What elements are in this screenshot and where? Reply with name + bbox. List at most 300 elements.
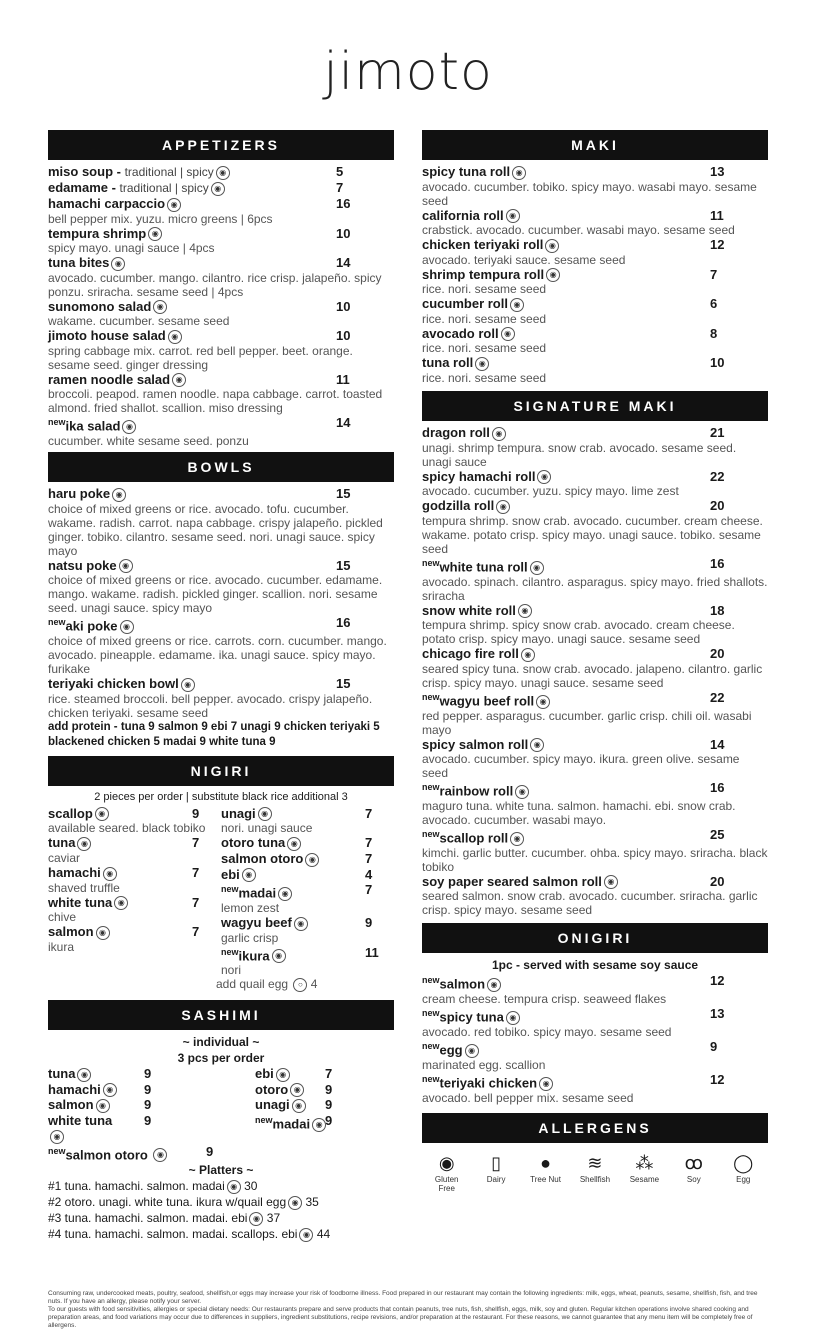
gluten-free-icon: ◉	[604, 875, 618, 889]
menu-item	[48, 806, 221, 836]
item-name: otoro	[255, 1081, 289, 1097]
item-price: 9	[325, 1097, 333, 1113]
new-tag: new	[422, 1041, 440, 1052]
item-name: salmon otoro	[65, 1146, 148, 1162]
item-line	[48, 615, 394, 634]
item-line	[221, 851, 394, 867]
item-description: choice of mixed greens or rice. avocado. cucumber. edamame. mango. wakame. radish. pickled ginger. scallion. nori. sesame seed. unagi sauce. spicy mayo	[48, 573, 383, 616]
item-line	[422, 874, 768, 890]
gluten-free-icon: ◉	[153, 1148, 167, 1162]
item-line	[48, 328, 394, 344]
menu-item	[221, 867, 394, 883]
gluten-free-icon: ◉	[530, 738, 544, 752]
item-name: unagi	[255, 1097, 290, 1113]
gluten-free-icon: ◉	[276, 1068, 290, 1082]
item-price: 9	[144, 1081, 152, 1097]
item-name: godzilla roll	[422, 498, 495, 514]
item-line	[48, 164, 394, 180]
soy-icon: ꝏ	[684, 1153, 703, 1173]
menu-item	[48, 1082, 187, 1098]
item-name: white tuna	[48, 894, 113, 910]
gluten-free-icon: ◉	[227, 1180, 241, 1194]
nigiri-left-list	[48, 806, 221, 978]
menu-item	[422, 498, 768, 556]
item-line	[422, 973, 768, 992]
gluten-free-icon: ◉	[216, 166, 230, 180]
item-line	[48, 299, 394, 315]
item-line	[422, 498, 768, 514]
item-price: 12	[710, 1072, 725, 1088]
item-price: 25	[710, 826, 725, 842]
signature-maki-header: SIGNATURE MAKI	[422, 391, 768, 421]
item-price: 14	[710, 736, 725, 752]
gluten-free-icon: ◉	[242, 868, 256, 882]
item-name: jimoto house salad	[48, 328, 166, 344]
item-description: broccoli. peapod. ramen noodle. napa cabbage. carrot. toasted almond. fried shallot. scallion. miso dressing	[48, 387, 383, 416]
item-name: spicy salmon roll	[422, 736, 529, 752]
item-line	[422, 690, 768, 709]
item-price: 9	[325, 1081, 333, 1097]
new-tag: new	[422, 1074, 440, 1085]
item-description: spicy mayo. unagi sauce | 4pcs	[48, 241, 215, 256]
gluten-free-icon: ◉	[521, 648, 535, 662]
allergen-item	[526, 1151, 566, 1193]
item-line	[48, 196, 394, 212]
gluten-free-icon: ◉	[95, 807, 109, 821]
item-price: 7	[192, 924, 200, 940]
menu-item	[221, 806, 394, 836]
item-price: 12	[710, 973, 725, 989]
menu-item	[422, 874, 768, 918]
item-price: 7	[325, 1066, 333, 1082]
footer-disclaimer	[48, 1290, 768, 1330]
item-price: 7	[192, 864, 200, 880]
item-price: 16	[710, 555, 725, 571]
item-description: cream cheese. tempura crisp. seaweed flakes	[422, 992, 667, 1007]
item-line	[221, 915, 394, 931]
gluten-free-icon: ◉	[288, 1196, 302, 1210]
item-description: avocado. cucumber. spicy mayo. ikura. green olive. sesame seed	[422, 752, 740, 781]
quail-egg-row	[48, 977, 394, 992]
item-price: 10	[710, 355, 725, 371]
nigiri-note: 2 pieces per order | substitute black rice additional 3	[94, 790, 348, 803]
item-line	[422, 603, 768, 619]
maki-header: MAKI	[422, 130, 768, 160]
item-name: hamachi carpaccio	[48, 196, 166, 211]
item-description: nori. unagi sauce	[221, 821, 313, 836]
allergen-label: Egg	[736, 1175, 751, 1184]
item-name: spicy tuna roll	[422, 164, 511, 179]
bowls-list	[48, 486, 394, 720]
item-price: 10	[336, 225, 351, 241]
item-description: rice. nori. sesame seed	[422, 370, 547, 385]
gluten-free-icon: ◉	[305, 853, 319, 867]
item-price: 5	[336, 164, 344, 179]
item-price: 16	[336, 615, 351, 631]
menu-item	[255, 1082, 394, 1098]
item-name: spicy hamachi roll	[422, 468, 536, 484]
item-price: 21	[710, 424, 725, 440]
sashimi-left-list	[48, 1066, 187, 1143]
item-description: avocado. spinach. cilantro. asparagus. spicy mayo. fried shallots. sriracha	[422, 574, 768, 603]
item-description: rice. steamed broccoli. bell pepper. avocado. crispy jalapeño. chicken teriyaki. sesame seed	[48, 691, 373, 720]
item-price: 4	[365, 866, 373, 882]
shellfish-icon: ≋	[587, 1153, 603, 1173]
item-price: 9	[365, 914, 373, 930]
item-line	[422, 737, 768, 753]
menu-item	[48, 299, 394, 329]
gluten-free-icon: ◉	[515, 785, 529, 799]
sesame-icon: ⁂	[635, 1153, 654, 1173]
gluten-free-icon: ◉	[539, 1077, 553, 1091]
item-description: shaved truffle	[48, 880, 120, 895]
item-description: avocado. bell pepper mix. sesame seed	[422, 1091, 634, 1105]
gluten-free-icon: ◉	[465, 1044, 479, 1058]
gluten-free-icon: ◉	[501, 327, 515, 341]
sashimi-salmon-otoro	[48, 1144, 394, 1163]
onigiri-header: ONIGIRI	[422, 923, 768, 953]
item-description: crabstick. avocado. cucumber. wasabi mayo. sesame seed	[422, 223, 735, 238]
item-name: ebi	[255, 1066, 274, 1082]
item-name: otoro tuna	[221, 835, 286, 851]
item-price: 9	[144, 1066, 152, 1082]
sashimi-right-list	[187, 1066, 394, 1143]
item-name: tuna bites	[48, 255, 110, 271]
appetizers-list	[48, 164, 394, 448]
item-line	[422, 1006, 768, 1025]
platter-text: #2 otoro. unagi. white tuna. ikura w/quail egg	[48, 1195, 287, 1210]
item-price: 12	[710, 237, 725, 253]
item-price: 9	[144, 1112, 152, 1128]
item-name: hamachi	[48, 864, 101, 880]
item-line	[422, 425, 768, 441]
gluten-free-icon: ◉	[119, 559, 133, 573]
item-price: 11	[710, 207, 724, 223]
menu-item	[48, 615, 394, 676]
item-name: hamachi	[48, 1081, 101, 1097]
gluten-free-icon: ◉	[167, 198, 181, 212]
platters-title: ~ Platters ~	[188, 1163, 254, 1178]
gluten-free-icon: ◉	[96, 1099, 110, 1113]
allergen-item	[476, 1151, 516, 1193]
menu-item	[422, 646, 768, 690]
menu-item	[48, 372, 394, 416]
footer-line-2: To our guests with food sensitivities, allergies or special dietary needs: Our restaurants prepare and serve products that contain peanuts, tree nuts, fish, shellfish, eggs, milk, soy and gluten. Regular kitchen operations involve shared cooking and preparation areas, and food variations may occur due to differences in suppliers, ingredient substitutions, recipe revisions, and/or preparation at the restaurant. For these reasons, we cannot guarantee that any menu item will be completely free of allergens.	[48, 1306, 753, 1329]
item-name: teriyaki chicken bowl	[48, 676, 179, 692]
item-name: ika salad	[65, 418, 121, 434]
item-price: 14	[336, 255, 351, 271]
new-tag: new	[48, 417, 66, 428]
menu-item	[422, 425, 768, 469]
item-description: lemon zest	[221, 900, 280, 915]
item-price: 22	[710, 689, 725, 705]
new-tag: new	[422, 691, 440, 702]
platter-row	[48, 1194, 394, 1210]
allergen-item	[723, 1151, 763, 1193]
gluten-free-icon: ◉	[492, 427, 506, 441]
onigiri-list	[422, 973, 768, 1105]
gluten-free-icon: ◉	[111, 257, 125, 271]
allergen-item	[624, 1151, 664, 1193]
item-line	[48, 806, 221, 822]
menu-item	[48, 255, 394, 299]
item-description: available seared. black tobiko	[48, 821, 206, 836]
menu-item	[422, 1072, 768, 1105]
item-line	[48, 835, 221, 851]
menu-item	[48, 835, 221, 865]
menu-item	[422, 469, 768, 499]
item-line	[422, 1072, 768, 1091]
item-name: tuna	[48, 1066, 76, 1082]
right-column	[422, 130, 768, 1193]
menu-item	[48, 1066, 187, 1082]
new-tag: new	[422, 1008, 440, 1019]
menu-item	[422, 780, 768, 827]
nigiri-right-list	[221, 806, 394, 978]
item-price: 7	[365, 882, 373, 898]
item-name: edamame -	[48, 180, 116, 195]
menu-item	[48, 415, 394, 448]
item-price: 7	[365, 835, 373, 851]
item-line	[422, 355, 768, 371]
item-description: avocado. cucumber. mango. cilantro. rice crisp. jalapeño. spicy ponzu. sriracha. sesame seed | 4pcs	[48, 270, 382, 299]
item-name: unagi	[221, 805, 256, 821]
item-name: miso soup -	[48, 164, 121, 179]
gluten-free-icon: ◉	[272, 949, 286, 963]
allergen-label: Sesame	[629, 1175, 660, 1184]
item-price: 9	[710, 1039, 718, 1055]
item-price: 10	[336, 328, 351, 344]
menu-item	[422, 737, 768, 781]
gluten-free-icon: ◉	[290, 1083, 304, 1097]
allergen-label: Soy	[686, 1175, 701, 1184]
item-description: marinated egg. scallion	[422, 1058, 546, 1073]
item-price: 16	[336, 196, 351, 211]
menu-item	[48, 558, 394, 616]
allergen-item	[427, 1151, 467, 1193]
item-price: 7	[365, 850, 373, 866]
gluten-free-icon: ◉	[530, 561, 544, 575]
item-name: white tuna	[48, 1112, 113, 1128]
item-description: choice of mixed greens or rice. carrots. corn. cucumber. mango. avocado. pineapple. edamame. ika. unagi sauce. spicy mayo. furikake	[48, 634, 387, 677]
item-line	[48, 1097, 187, 1113]
menu-item	[48, 486, 394, 558]
quail-egg-label: add quail egg	[216, 977, 289, 992]
gluten-free-icon: ◉	[249, 1212, 263, 1226]
item-description: wakame. cucumber. sesame seed	[48, 314, 230, 329]
gluten-free-icon: ◉	[96, 926, 110, 940]
item-line	[422, 827, 768, 846]
allergen-label: Dairy	[486, 1175, 506, 1184]
item-line	[48, 1082, 187, 1098]
item-line	[422, 1039, 768, 1058]
new-tag: new	[255, 1114, 273, 1125]
item-name: chicken teriyaki roll	[422, 237, 544, 253]
item-price: 9	[206, 1143, 214, 1159]
item-price: 13	[710, 164, 725, 179]
menu-item	[48, 865, 221, 895]
item-line	[221, 945, 394, 964]
item-line	[48, 865, 221, 881]
menu-item	[48, 164, 394, 180]
item-description: maguro tuna. white tuna. salmon. hamachi. ebi. snow crab. avocado. cucumber. wasabi mayo.	[422, 798, 736, 827]
item-line	[422, 296, 768, 312]
item-name: tempura shrimp	[48, 225, 147, 241]
new-tag: new	[221, 884, 239, 895]
item-description: avocado. red tobiko. spicy mayo. sesame seed	[422, 1025, 672, 1040]
item-line	[48, 676, 394, 692]
menu-item	[48, 226, 394, 256]
item-line	[422, 267, 768, 283]
item-line	[255, 1082, 394, 1098]
item-description: caviar	[48, 850, 81, 865]
gluten-free-icon: ◉	[496, 500, 510, 514]
menu-item	[422, 208, 768, 238]
platter-row	[48, 1226, 394, 1242]
platter-price: 37	[266, 1211, 281, 1226]
gluten-free-icon: ◉	[294, 917, 308, 931]
item-name: salmon otoro	[221, 850, 304, 866]
gluten-free-icon: ◉	[475, 357, 489, 371]
item-price: 11	[365, 944, 379, 960]
item-name: white tuna roll	[439, 558, 528, 574]
menu-item	[422, 690, 768, 737]
gluten-free-icon: ◉	[50, 1130, 64, 1144]
menu-item	[422, 827, 768, 874]
item-description: cucumber. white sesame seed. ponzu	[48, 434, 249, 449]
sashimi-grid	[48, 1066, 394, 1143]
item-line	[48, 226, 394, 242]
allergen-label: Tree Nut	[530, 1175, 561, 1184]
gluten-free-icon: ◉	[287, 837, 301, 851]
item-price: 22	[710, 468, 725, 484]
item-name: dragon roll	[422, 424, 490, 440]
gluten-free-icon: ◉	[168, 330, 182, 344]
item-name: chicago fire roll	[422, 646, 519, 662]
menu-item	[422, 556, 768, 603]
item-name: haru poke	[48, 486, 111, 502]
item-description: choice of mixed greens or rice. avocado. tofu. cucumber. wakame. radish. carrot. napa cabbage. crispy jalapeño. pickled ginger. tobiko. cilantro. sesame seed. nori. unagi sauce. spicy mayo	[48, 501, 383, 558]
menu-item	[221, 915, 394, 945]
item-line	[48, 415, 394, 434]
new-tag: new	[48, 617, 66, 628]
gluten-free-icon: ◉	[258, 807, 272, 821]
item-description: ikura	[48, 939, 75, 954]
signature-maki-list	[422, 425, 768, 918]
item-price: 15	[336, 486, 351, 502]
item-price: 13	[710, 1006, 725, 1022]
gluten-free-icon: ◉	[510, 298, 524, 312]
menu-item	[48, 196, 394, 226]
item-description: garlic crisp	[221, 930, 279, 945]
item-name: sunomono salad	[48, 298, 152, 314]
menu-item	[422, 326, 768, 356]
nigiri-header: NIGIRI	[48, 756, 394, 786]
item-price: 20	[710, 646, 725, 662]
menu-item	[48, 1097, 187, 1113]
item-price: 16	[710, 780, 725, 796]
appetizers-header: APPETIZERS	[48, 130, 394, 160]
item-description: kimchi. garlic butter. cucumber. ohba. spicy mayo. sriracha. black tobiko	[422, 845, 768, 874]
menu-item	[422, 603, 768, 647]
sashimi-per-order: 3 pcs per order	[177, 1051, 265, 1066]
item-description: unagi. shrimp tempura. snow crab. avocado. sesame seed. unagi sauce	[422, 440, 737, 469]
item-name: egg	[439, 1042, 463, 1058]
menu-item	[221, 851, 394, 867]
gluten-free-icon: ◉	[292, 1099, 306, 1113]
item-price: 7	[336, 180, 344, 195]
item-price: 9	[192, 805, 200, 821]
gluten-free-icon: ◉	[120, 620, 134, 634]
gluten-free-icon: ◉	[103, 1083, 117, 1097]
item-name: rainbow roll	[439, 783, 514, 799]
item-description: bell pepper mix. yuzu. micro greens | 6pcs	[48, 211, 273, 226]
item-line	[422, 208, 768, 224]
item-name: cucumber roll	[422, 296, 508, 312]
nigiri-grid	[48, 806, 394, 978]
item-line	[422, 780, 768, 799]
item-subtitle: traditional | spicy	[119, 181, 209, 195]
item-line	[255, 1097, 394, 1113]
new-tag: new	[422, 557, 440, 568]
item-name: aki poke	[65, 618, 118, 634]
item-price: 7	[192, 835, 200, 851]
allergen-label: Shellfish	[579, 1175, 611, 1184]
new-tag: new	[422, 782, 440, 793]
item-price: 10	[336, 298, 351, 314]
platter-text: #3 tuna. hamachi. salmon. madai. ebi	[48, 1211, 248, 1226]
menu-item	[48, 895, 221, 925]
gluten-free-icon: ◉	[536, 695, 550, 709]
gluten-free-icon: ◉	[510, 832, 524, 846]
item-line	[221, 882, 394, 901]
maki-list	[422, 164, 768, 385]
new-tag: new	[422, 975, 440, 986]
item-line	[48, 895, 221, 911]
platters-list	[48, 1178, 394, 1242]
allergen-item	[674, 1151, 714, 1193]
gluten-free-icon: ◉	[518, 604, 532, 618]
item-name: salmon	[48, 924, 94, 940]
dairy-icon: ▯	[491, 1153, 502, 1173]
item-line	[48, 180, 394, 196]
sashimi-header: SASHIMI	[48, 1000, 394, 1030]
item-description: chive	[48, 910, 77, 925]
platter-row	[48, 1210, 394, 1226]
item-name: snow white roll	[422, 602, 516, 618]
tree-nut-icon: ●	[540, 1153, 551, 1173]
item-name: salmon	[48, 1097, 94, 1113]
item-name: madai	[272, 1116, 311, 1132]
menu-item	[422, 267, 768, 297]
gluten-free-icon: ◉	[181, 678, 195, 692]
item-line	[48, 924, 221, 940]
item-line	[422, 326, 768, 342]
menu-item	[422, 1039, 768, 1072]
item-price: 20	[710, 498, 725, 514]
item-price: 20	[710, 873, 725, 889]
item-name: natsu poke	[48, 557, 117, 573]
item-description: tempura shrimp. snow crab. avocado. cucumber. cream cheese. wakame. potato crisp. spicy mayo. unagi sauce. tobiko. sesame seed	[422, 513, 763, 556]
allergens-header: ALLERGENS	[422, 1113, 768, 1143]
item-price: 11	[336, 371, 350, 387]
allergen-label: Gluten Free	[434, 1175, 459, 1193]
gluten-free-icon: ◉	[122, 420, 136, 434]
left-column	[48, 130, 394, 1242]
item-name: madai	[238, 885, 277, 901]
gluten-free-icon: ◉	[546, 268, 560, 282]
menu-item	[48, 180, 394, 196]
